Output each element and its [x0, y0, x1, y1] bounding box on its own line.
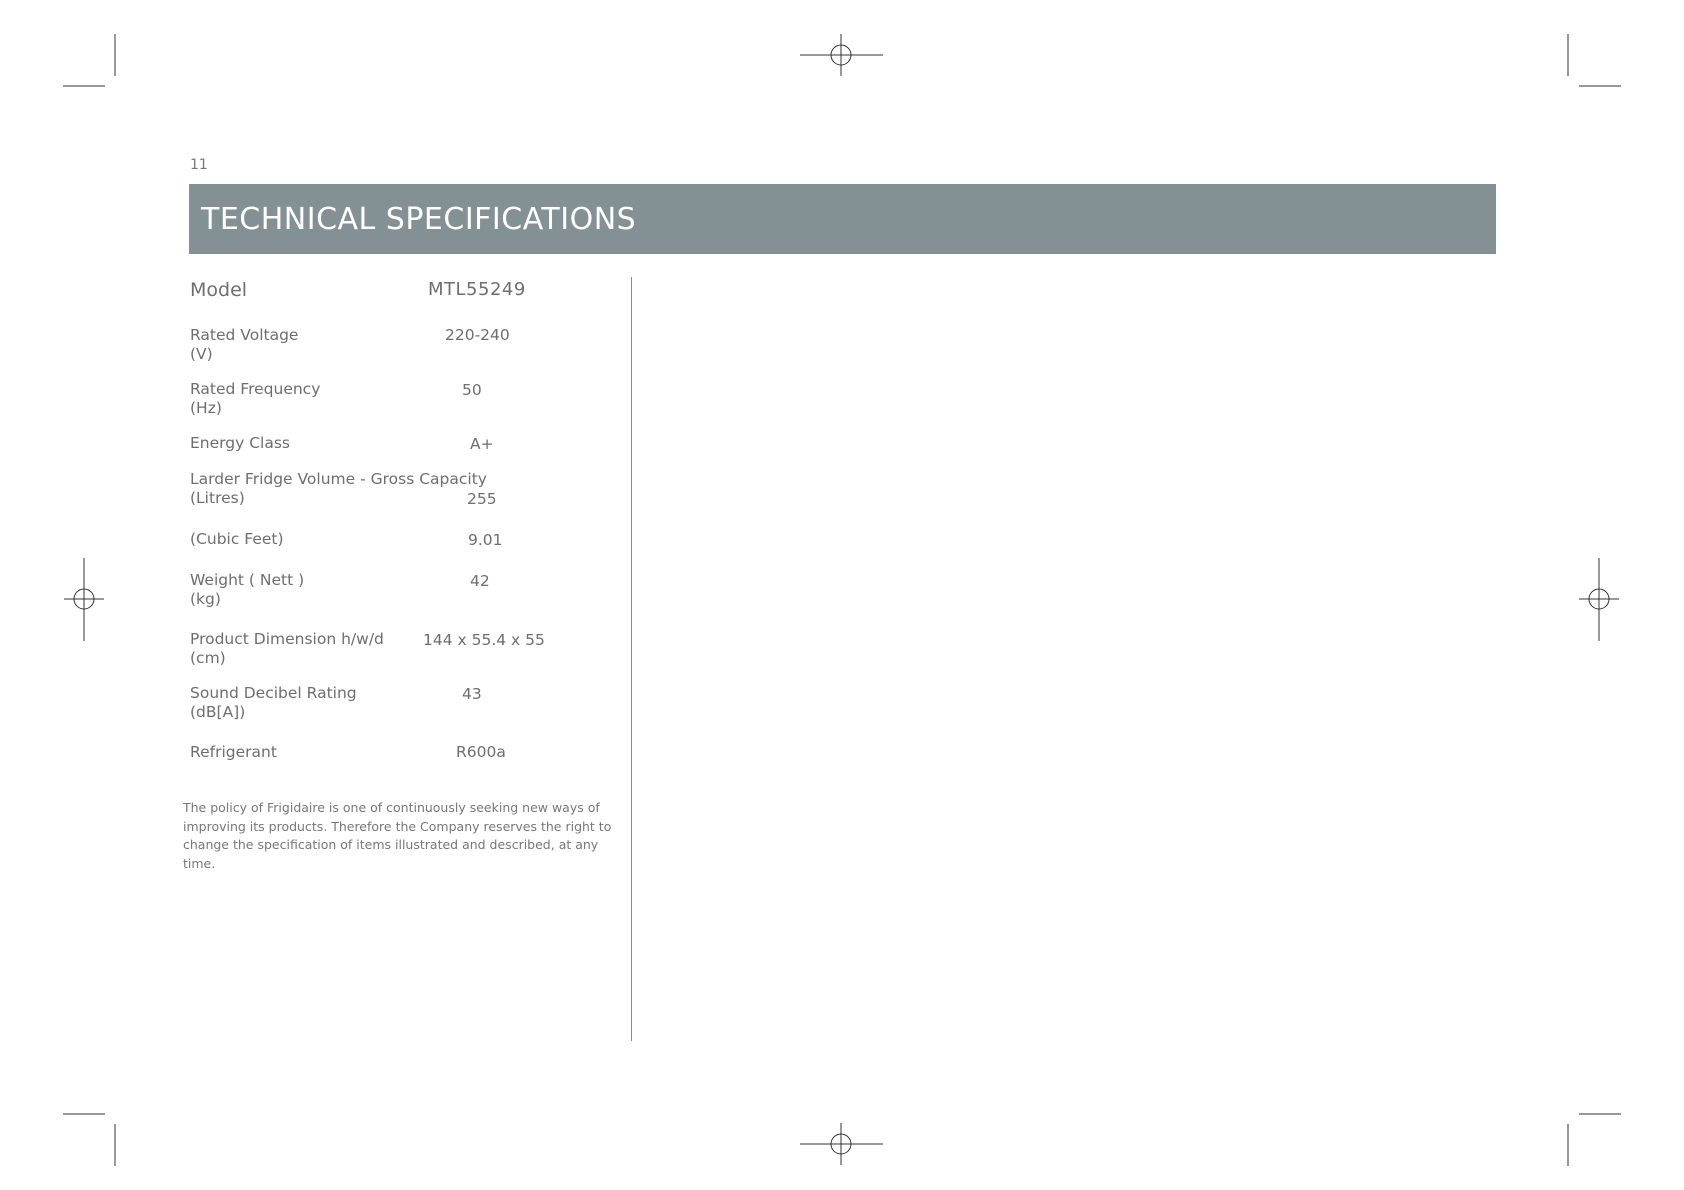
spec-weight [190, 571, 630, 609]
spec-unit: (cm) [190, 649, 226, 667]
spec-label: Weight ( Nett ) [190, 571, 305, 589]
page-title: TECHNICAL SPECIFICATIONS [201, 202, 637, 237]
policy-note: The policy of Frigidaire is one of continuously seeking new ways of improving its products. Therefore the Company reserves the right to change the specification of items illustrated and described, at any time. [183, 800, 612, 871]
column-divider [631, 277, 632, 1041]
spec-gross-capacity [190, 470, 630, 508]
spec-rated-frequency [190, 380, 630, 418]
spec-value: 50 [462, 381, 482, 399]
spec-unit: (dB[A]) [190, 703, 246, 721]
spec-value: 42 [470, 572, 490, 590]
spec-model-label: Model [190, 279, 248, 301]
spec-unit: (Litres) [190, 489, 245, 507]
spec-label: (Cubic Feet) [190, 530, 284, 548]
spec-label: Larder Fridge Volume - Gross Capacity [190, 470, 487, 488]
spec-label: Refrigerant [190, 743, 277, 761]
spec-unit: (Hz) [190, 399, 222, 417]
spec-sound-rating [190, 684, 630, 722]
page-number: 11 [190, 157, 208, 173]
spec-product-dimension [190, 630, 630, 668]
spec-unit: (kg) [190, 590, 221, 608]
spec-energy-class [190, 434, 630, 453]
spec-label: Sound Decibel Rating [190, 684, 357, 702]
spec-model [190, 281, 630, 300]
spec-value: 9.01 [468, 531, 503, 549]
title-banner [189, 184, 1496, 254]
spec-model-value: MTL55249 [428, 279, 526, 300]
spec-value: R600a [456, 743, 506, 761]
spec-value: 144 x 55.4 x 55 [423, 631, 545, 649]
spec-value: A+ [470, 435, 494, 453]
spec-rated-voltage [190, 326, 630, 364]
spec-label: Rated Voltage [190, 326, 299, 344]
spec-label: Rated Frequency [190, 380, 321, 398]
spec-value: 43 [462, 685, 482, 703]
spec-label: Energy Class [190, 434, 290, 452]
spec-value: 255 [467, 490, 497, 508]
spec-label: Product Dimension h/w/d [190, 630, 384, 648]
spec-cubic-feet [190, 530, 630, 549]
spec-value: 220-240 [445, 326, 510, 344]
spec-unit: (V) [190, 345, 213, 363]
spec-refrigerant [190, 743, 630, 762]
